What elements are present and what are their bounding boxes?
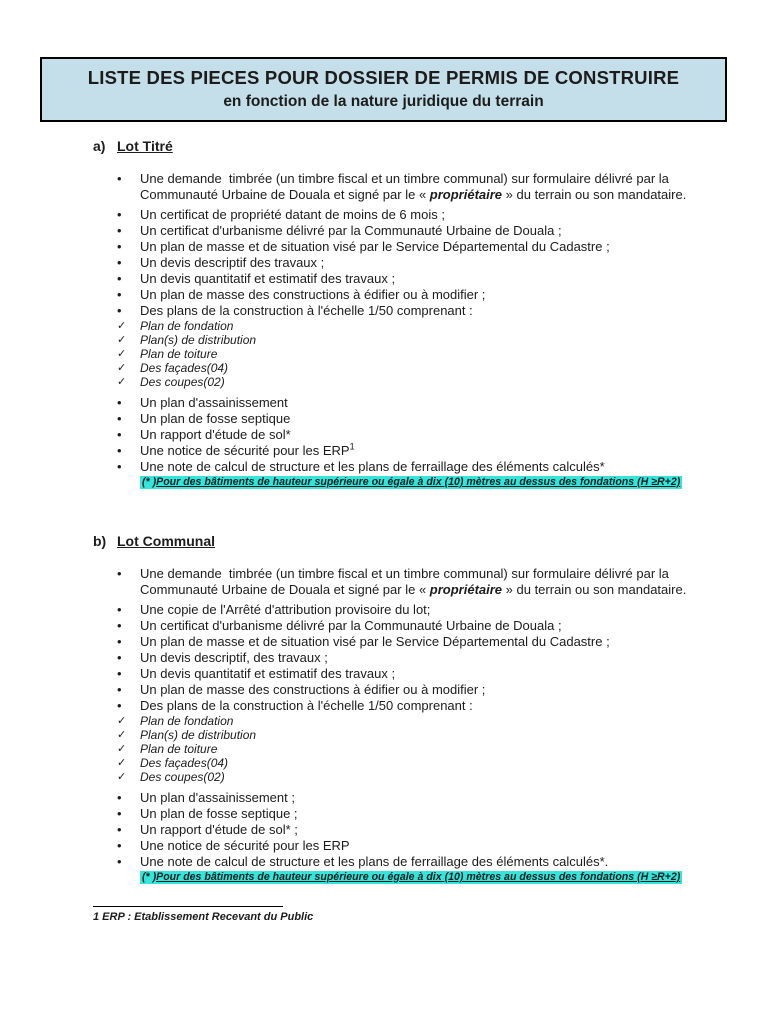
document-subtitle: en fonction de la nature juridique du terrain — [223, 93, 544, 110]
intro-bold-word: propriétaire — [429, 187, 503, 202]
footnote-area — [93, 906, 720, 924]
check-icon: ✓ — [117, 362, 127, 374]
list-item — [93, 838, 720, 854]
list-item — [93, 790, 720, 806]
bullet-icon: • — [117, 854, 122, 869]
check-icon: ✓ — [117, 743, 127, 755]
section-b-label: b) — [93, 533, 107, 549]
list-item — [93, 303, 720, 319]
bullet-icon: • — [117, 171, 122, 186]
check-icon: ✓ — [117, 757, 127, 769]
list-item-text: Un certificat de propriété datant de moins de 6 mois ; — [140, 207, 445, 222]
list-item — [93, 771, 720, 784]
bullet-icon: • — [117, 223, 122, 238]
check-icon: ✓ — [117, 320, 127, 332]
list-item-text: Un plan de masse des constructions à édifier ou à modifier ; — [140, 682, 486, 697]
list-item — [93, 566, 720, 598]
section-b-intro-list — [93, 566, 720, 598]
intro-text-end: » du terrain ou son mandataire. — [502, 582, 687, 597]
list-item-text: Des coupes(02) — [140, 375, 225, 389]
list-item-text: Des façades(04) — [140, 361, 229, 375]
list-item-text: Un certificat d'urbanisme délivré par la Communauté Urbaine de Douala ; — [140, 618, 562, 633]
check-icon: ✓ — [117, 729, 127, 741]
list-item — [93, 395, 720, 411]
section-b-bullet-list-3 — [93, 854, 720, 870]
list-item — [93, 666, 720, 682]
section-b-bullet-list-2 — [93, 790, 720, 854]
bullet-icon: • — [117, 427, 122, 442]
list-item-text: Un plan de fosse septique ; — [140, 806, 298, 821]
check-icon: ✓ — [117, 376, 127, 388]
list-item-text — [140, 566, 720, 598]
list-item — [93, 427, 720, 443]
bullet-icon: • — [117, 698, 122, 713]
list-item — [93, 411, 720, 427]
intro-text: Une demande timbrée (un timbre fiscal et un timbre communal) sur formulaire délivré par la Communauté Urbaine de Douala et signé par le « — [140, 171, 673, 202]
note-text: Pour des bâtiments de hauteur supérieure ou égale à dix (10) mètres au dessus des fondations (H ≥R+2) — [156, 476, 681, 488]
list-item — [93, 854, 720, 870]
list-item-text: Un plan de masse des constructions à édifier ou à modifier ; — [140, 287, 486, 302]
check-icon: ✓ — [117, 348, 127, 360]
list-item-text: Un devis descriptif des travaux ; — [140, 255, 325, 270]
list-item-text — [140, 171, 720, 203]
bullet-icon: • — [117, 634, 122, 649]
document-header-box — [40, 57, 727, 122]
section-a-intro-list — [93, 171, 720, 203]
list-item — [93, 443, 720, 459]
check-icon: ✓ — [117, 334, 127, 346]
list-item — [93, 729, 720, 742]
section-b-heading — [93, 533, 720, 550]
list-item — [93, 334, 720, 347]
list-item-text — [140, 443, 720, 459]
note-asterisk: (* ) — [142, 476, 157, 488]
section-a-label: a) — [93, 138, 106, 154]
section-a-bullet-list — [93, 207, 720, 319]
list-item-text: Une copie de l'Arrêté d'attribution provisoire du lot; — [140, 602, 431, 617]
list-item — [93, 650, 720, 666]
bullet-icon: • — [117, 566, 122, 581]
bullet-icon: • — [117, 682, 122, 697]
list-item-text: Un rapport d'étude de sol* — [140, 427, 291, 442]
bullet-icon: • — [117, 239, 122, 254]
bullet-icon: • — [117, 207, 122, 222]
bullet-icon: • — [117, 790, 122, 805]
bullet-icon: • — [117, 602, 122, 617]
list-item-text: Plan de toiture — [140, 742, 218, 756]
list-item-text: Un devis descriptif, des travaux ; — [140, 650, 328, 665]
bullet-icon: • — [117, 303, 122, 318]
list-item-text: Un plan d'assainissement ; — [140, 790, 295, 805]
list-item — [93, 239, 720, 255]
section-b-check-list — [93, 715, 720, 784]
list-item-text: Un plan de fosse septique — [140, 411, 291, 426]
list-item-text: Plan(s) de distribution — [140, 333, 257, 347]
footnote-reference: 1 — [349, 441, 355, 452]
list-item-text: Des façades(04) — [140, 756, 229, 770]
list-item — [93, 743, 720, 756]
list-item — [93, 822, 720, 838]
list-item-text: Plan de toiture — [140, 347, 218, 361]
list-item-text: Un plan de masse et de situation visé par le Service Départemental du Cadastre ; — [140, 634, 610, 649]
list-item-text: Des coupes(02) — [140, 770, 225, 784]
check-icon: ✓ — [117, 715, 127, 727]
list-item — [93, 255, 720, 271]
section-a-bullet-list-3 — [93, 443, 720, 475]
document-content — [93, 138, 720, 884]
bullet-icon: • — [117, 395, 122, 410]
list-item-text: Plan de fondation — [140, 714, 234, 728]
note-asterisk: (* ) — [142, 871, 157, 883]
bullet-icon: • — [117, 459, 122, 474]
intro-text: Une demande timbrée (un timbre fiscal et un timbre communal) sur formulaire délivré par la Communauté Urbaine de Douala et signé par le « — [140, 566, 673, 597]
bullet-icon: • — [117, 822, 122, 837]
list-item-text: Une note de calcul de structure et les plans de ferraillage des éléments calculés* — [140, 459, 605, 474]
list-item — [93, 271, 720, 287]
list-item-text: Un devis quantitatif et estimatif des travaux ; — [140, 271, 396, 286]
section-a-highlight-note — [140, 476, 682, 489]
section-a — [93, 138, 720, 489]
list-item — [93, 459, 720, 475]
footnote-divider — [93, 906, 283, 907]
list-item — [93, 682, 720, 698]
list-item — [93, 207, 720, 223]
section-b-highlight-note — [140, 871, 682, 884]
bullet-icon: • — [117, 838, 122, 853]
section-a-heading — [93, 138, 720, 155]
section-b-bullet-list — [93, 602, 720, 714]
section-b — [93, 533, 720, 884]
section-a-title: Lot Titré — [117, 138, 173, 154]
list-item-text: Un devis quantitatif et estimatif des travaux ; — [140, 666, 396, 681]
bullet-icon: • — [117, 287, 122, 302]
section-a-check-list — [93, 320, 720, 389]
intro-text-end: » du terrain ou son mandataire. — [502, 187, 687, 202]
bullet-icon: • — [117, 255, 122, 270]
bullet-icon: • — [117, 443, 122, 458]
footnote-text: 1 ERP : Etablissement Recevant du Public — [93, 911, 314, 923]
list-item — [93, 715, 720, 728]
list-item-text: Un plan d'assainissement — [140, 395, 288, 410]
list-item-text: Plan de fondation — [140, 319, 234, 333]
list-item-text: Un rapport d'étude de sol* ; — [140, 822, 298, 837]
note-text: Pour des bâtiments de hauteur supérieure ou égale à dix (10) mètres au dessus des fondations (H ≥R+2) — [156, 871, 681, 883]
list-item — [93, 634, 720, 650]
list-item-text: Un plan de masse et de situation visé par le Service Départemental du Cadastre ; — [140, 239, 610, 254]
list-item-text: Un certificat d'urbanisme délivré par la Communauté Urbaine de Douala ; — [140, 223, 562, 238]
list-item — [93, 287, 720, 303]
list-item — [93, 320, 720, 333]
erp-text: Une notice de sécurité pour les ERP — [140, 443, 350, 458]
section-b-title: Lot Communal — [117, 533, 215, 549]
list-item-text: Plan(s) de distribution — [140, 728, 257, 742]
list-item-text: Des plans de la construction à l'échelle 1/50 comprenant : — [140, 698, 473, 713]
list-item-text: Une notice de sécurité pour les ERP — [140, 838, 350, 853]
list-item — [93, 602, 720, 618]
bullet-icon: • — [117, 411, 122, 426]
list-item — [93, 171, 720, 203]
list-item — [93, 618, 720, 634]
document-title: LISTE DES PIECES POUR DOSSIER DE PERMIS DE CONSTRUIRE — [87, 67, 680, 88]
list-item — [93, 362, 720, 375]
bullet-icon: • — [117, 618, 122, 633]
list-item-text: Une note de calcul de structure et les plans de ferraillage des éléments calculés*. — [140, 854, 609, 869]
list-item — [93, 223, 720, 239]
section-a-bullet-list-2 — [93, 395, 720, 443]
list-item — [93, 806, 720, 822]
bullet-icon: • — [117, 666, 122, 681]
bullet-icon: • — [117, 806, 122, 821]
bullet-icon: • — [117, 271, 122, 286]
list-item — [93, 376, 720, 389]
list-item — [93, 348, 720, 361]
check-icon: ✓ — [117, 771, 127, 783]
intro-bold-word: propriétaire — [429, 582, 503, 597]
list-item — [93, 698, 720, 714]
list-item-text: Des plans de la construction à l'échelle 1/50 comprenant : — [140, 303, 473, 318]
bullet-icon: • — [117, 650, 122, 665]
list-item — [93, 757, 720, 770]
